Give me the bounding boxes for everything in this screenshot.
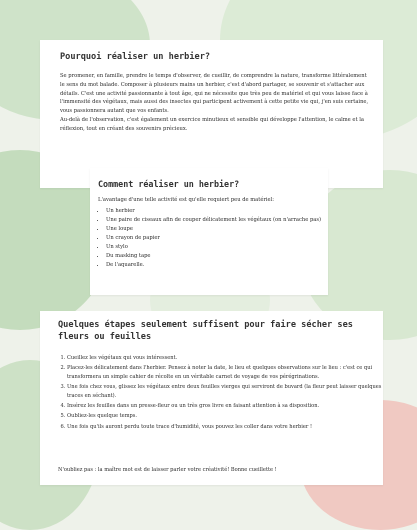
list-item: • Une paire de ciseaux afin de couper délicatement les végétaux (on n'arrache pas) bbox=[106, 216, 326, 225]
list-item: • Du masking tape bbox=[106, 252, 326, 261]
how-herbarium-card bbox=[90, 168, 328, 295]
list-item: • Un stylo bbox=[106, 243, 326, 252]
steps-card bbox=[40, 311, 383, 485]
section-body bbox=[60, 72, 372, 134]
list-item: 2. Placez-les délicatement dans l'herbier. Pensez à noter la date, le lieu et quelques observations sur le lieu : c'est ce qui transformera un simple cahier de récolte en un véritable carnet de voyage de vos pérégrinations. bbox=[67, 364, 382, 381]
list-item: • Un herbier bbox=[106, 207, 326, 216]
list-item: 6. Une fois qu'ils auront perdu toute trace d'humidité, vous pouvez les coller dans votre herbier ! bbox=[67, 423, 382, 431]
paragraph: Se promener, en famille, prendre le temps d'observer, de cueillir, de comprendre la nature, transforme littéralement le sens du mot balade. Composer à plusieurs mains un herbier, c'est d'abord partager, se souvenir et s'attacher aux détails. C'est une activité passionnante à tout âge, qui ne nécessite que très peu de matériel et qui vous laisse face à l'immensité des végétaux, mais aussi des insectes qui participent activement à cette petite vie qui, j'en suis certaine, vous passionnera autant que vos enfants. bbox=[60, 73, 369, 115]
list-item: • Un crayon de papier bbox=[106, 234, 326, 243]
list-item: 4. Insérez les feuilles dans un presse-fleur ou un très gros livre en faisant attention à sa disposition. bbox=[67, 402, 382, 410]
closing-note: N'oubliez pas : la maître mot est de laisser parler votre créativité! Bonne cueillette ! bbox=[58, 467, 277, 474]
materials-list bbox=[98, 207, 326, 270]
why-herbarium-card bbox=[40, 40, 383, 188]
section-title: Pourquoi réaliser un herbier? bbox=[60, 52, 211, 62]
list-item: 1. Cueillez les végétaux qui vous intéressent. bbox=[67, 354, 382, 362]
list-item: • De l'aquarelle. bbox=[106, 261, 326, 270]
section-title: Quelques étapes seulement suffisent pour faire sécher ses fleurs ou feuilles bbox=[58, 320, 353, 342]
paragraph: Au-delà de l'observation, c'est également un exercice minutieux et sensible qui développe l'attention, le calme et la réflexion, tout en créant des souvenirs précieux. bbox=[60, 116, 364, 132]
section-intro: L'avantage d'une telle activité est qu'elle requiert peu de matériel: bbox=[98, 197, 275, 203]
section-title: Comment réaliser un herbier? bbox=[98, 179, 240, 189]
steps-list bbox=[58, 354, 382, 433]
list-item: 3. Une fois chez vous, glissez les végétaux entre deux feuilles vierges qui serviront de buvard (la fleur peut laisser quelques traces en séchant). bbox=[67, 383, 382, 400]
list-item: 5. Oubliez-les quelque temps. bbox=[67, 412, 382, 420]
list-item: • Une loupe bbox=[106, 225, 326, 234]
